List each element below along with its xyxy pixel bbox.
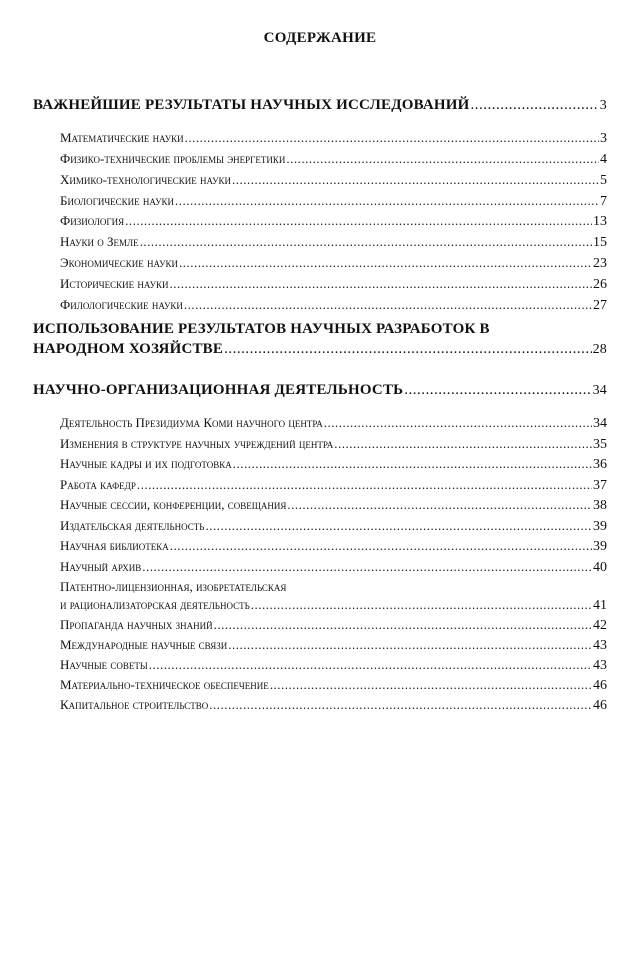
- page-number: 35: [593, 437, 607, 452]
- toc-item[interactable]: [60, 677, 607, 694]
- leader-dots: [175, 193, 599, 209]
- leader-dots: [287, 497, 592, 513]
- leader-dots: [334, 436, 592, 452]
- toc-item[interactable]: [60, 255, 607, 272]
- item-title: Физиология: [60, 213, 125, 228]
- page-number: 3: [599, 98, 607, 113]
- leader-dots: [170, 538, 592, 554]
- item-title: Науки о Земле: [60, 234, 139, 249]
- toc-item[interactable]: [60, 538, 607, 555]
- section-title-line-1: ИСПОЛЬЗОВАНИЕ РЕЗУЛЬТАТОВ НАУЧНЫХ РАЗРАБОТОК В: [33, 321, 490, 337]
- section-title: НАУЧНО-ОРГАНИЗАЦИОННАЯ ДЕЯТЕЛЬНОСТЬ: [33, 382, 404, 398]
- leader-dots: [125, 213, 592, 229]
- page-number: 43: [593, 638, 607, 653]
- toc-section-3[interactable]: [33, 382, 607, 399]
- toc-item[interactable]: [60, 276, 607, 293]
- item-title: Изменения в структуре научных учреждений центра: [60, 436, 334, 451]
- leader-dots: [185, 130, 599, 146]
- toc-item[interactable]: [60, 297, 607, 314]
- toc-item[interactable]: [60, 130, 607, 147]
- toc-item[interactable]: [60, 234, 607, 251]
- section-title: ВАЖНЕЙШИЕ РЕЗУЛЬТАТЫ НАУЧНЫХ ИССЛЕДОВАНИЙ: [33, 97, 470, 113]
- toc-item[interactable]: [60, 617, 607, 634]
- toc-item[interactable]: [60, 456, 607, 473]
- item-title: Филологические науки: [60, 297, 183, 312]
- page-number: 36: [593, 457, 607, 472]
- page-number: 38: [593, 498, 607, 513]
- page-number: 43: [593, 658, 607, 673]
- leader-dots: [205, 518, 592, 534]
- item-title: Работа кафедр: [60, 477, 136, 492]
- item-title: Математические науки: [60, 130, 184, 145]
- item-title: Научные кадры и их подготовка: [60, 456, 232, 471]
- page-number: 39: [593, 519, 607, 534]
- page-number: 5: [600, 173, 607, 188]
- item-title: Химико-технологические науки: [60, 172, 232, 187]
- toc-item[interactable]: [60, 559, 607, 576]
- toc-section-1[interactable]: [33, 97, 607, 114]
- leader-dots: [169, 276, 592, 292]
- page-number: 34: [593, 416, 607, 431]
- item-title: Физико-технические проблемы энергетики: [60, 151, 286, 166]
- toc-item-line-1[interactable]: [60, 579, 286, 595]
- leader-dots: [471, 97, 599, 114]
- page-number: 27: [593, 298, 607, 313]
- page-number: 13: [593, 214, 607, 229]
- item-title: Научный архив: [60, 559, 142, 574]
- item-title: Материально-техническое обеспечение: [60, 677, 269, 692]
- page-number: 15: [593, 235, 607, 250]
- page-number: 42: [593, 618, 607, 633]
- leader-dots: [179, 255, 592, 271]
- leader-dots: [224, 341, 592, 358]
- item-title: Деятельность Президиума Коми научного центра: [60, 415, 323, 430]
- page-number: 34: [592, 383, 607, 398]
- toc-item[interactable]: [60, 213, 607, 230]
- toc-item[interactable]: [60, 497, 607, 514]
- page-number: 40: [593, 560, 607, 575]
- toc-item[interactable]: [60, 657, 607, 674]
- item-title-line-1: Патентно-лицензионная, изобретательская: [60, 579, 287, 594]
- item-title: Биологические науки: [60, 193, 175, 208]
- leader-dots: [228, 637, 592, 653]
- toc-item[interactable]: [60, 436, 607, 453]
- item-title: Научные советы: [60, 657, 148, 672]
- page-number: 23: [593, 256, 607, 271]
- item-title: Издательская деятельность: [60, 518, 205, 533]
- page-number: 7: [600, 194, 607, 209]
- toc-item[interactable]: [60, 151, 607, 168]
- page-number: 46: [593, 678, 607, 693]
- toc-section-2-line-1[interactable]: [33, 321, 607, 338]
- page-title: СОДЕРЖАНИЕ: [263, 30, 377, 46]
- leader-dots: [214, 617, 592, 633]
- item-title: Капитальное строительство: [60, 697, 209, 712]
- leader-dots: [184, 297, 592, 313]
- toc-item[interactable]: [60, 518, 607, 535]
- leader-dots: [324, 415, 592, 431]
- toc-item[interactable]: [60, 477, 607, 494]
- item-title: Международные научные связи: [60, 637, 228, 652]
- toc-item[interactable]: [60, 172, 607, 189]
- toc-section-2[interactable]: [33, 341, 607, 358]
- leader-dots: [270, 677, 592, 693]
- page-number: 3: [600, 131, 607, 146]
- section-title-line-2: НАРОДНОМ ХОЗЯЙСТВЕ: [33, 341, 224, 357]
- item-title: Экономические науки: [60, 255, 179, 270]
- leader-dots: [286, 151, 599, 167]
- leader-dots: [232, 172, 599, 188]
- page-number: 41: [593, 598, 607, 613]
- leader-dots: [140, 234, 592, 250]
- leader-dots: [251, 597, 592, 613]
- leader-dots: [137, 477, 592, 493]
- page-number: 28: [592, 342, 607, 357]
- leader-dots: [209, 697, 592, 713]
- toc-item[interactable]: [60, 697, 607, 714]
- toc-item[interactable]: [60, 637, 607, 654]
- toc-item[interactable]: [60, 415, 607, 432]
- page-number: 37: [593, 478, 607, 493]
- page-number: 4: [600, 152, 607, 167]
- leader-dots: [149, 657, 592, 673]
- item-title: Пропаганда научных знаний: [60, 617, 213, 632]
- page-number: 46: [593, 698, 607, 713]
- leader-dots: [233, 456, 592, 472]
- toc-item[interactable]: [60, 597, 607, 614]
- item-title: Научные сессии, конференции, совещания: [60, 497, 287, 512]
- leader-dots: [404, 382, 591, 399]
- item-title: Научная библиотека: [60, 538, 169, 553]
- toc-item[interactable]: [60, 193, 607, 210]
- item-title-line-2: и рационализаторская деятельность: [60, 597, 250, 612]
- page-number: 39: [593, 539, 607, 554]
- page-number: 26: [593, 277, 607, 292]
- leader-dots: [142, 559, 592, 575]
- item-title: Исторические науки: [60, 276, 169, 291]
